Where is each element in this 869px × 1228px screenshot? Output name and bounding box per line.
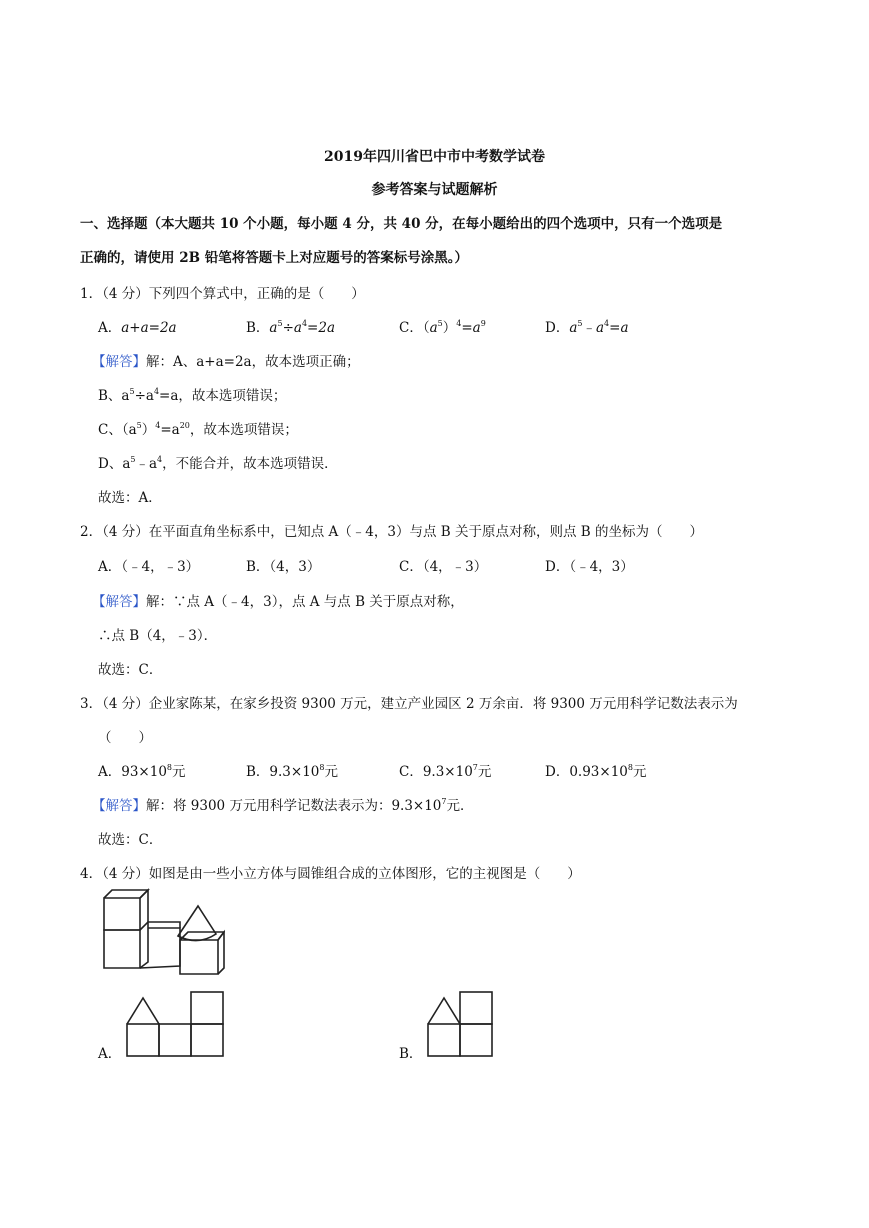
- page-title: 2019年四川省巴中市中考数学试卷: [324, 149, 545, 165]
- cube-middle: [140, 928, 180, 968]
- q1-solution-line4: D、$a^5﹣a^4$，不能合并，故本选项错误．: [98, 455, 338, 472]
- q4-option-a-figure: [125, 990, 225, 1058]
- q3-option-c: C．$9.3\times 10^7$元: [399, 763, 492, 780]
- q1-option-d: D．$a^5﹣a^4=a$: [545, 319, 629, 336]
- q1-stem: 1．（4 分）下列四个算式中，正确的是（ ）: [80, 286, 365, 302]
- q3-stem: 3．（4 分）企业家陈某，在家乡投资 9300 万元，建立产业园区 2 万余亩．将 9300 万元用科学记数法表示为: [80, 696, 738, 712]
- q2-option-c: C．（4，﹣3）: [399, 559, 488, 575]
- page-subtitle: 参考答案与试题解析: [371, 182, 498, 198]
- cube-top-front: [104, 898, 140, 930]
- q4-stem: 4．（4 分）如图是由一些小立方体与圆锥组合成的立体图形，它的主视图是（ ）: [80, 866, 581, 882]
- jieda-label: 【解答】: [92, 354, 146, 370]
- q2-solution-line1: 【解答】解：∵点 A（﹣4，3），点 A 与点 B 关于原点对称，: [92, 594, 464, 610]
- q3-solution-line1: 【解答】解：将 9300 万元用科学记数法表示为：$9.3\times 10^7$元．: [92, 797, 474, 814]
- cube-right-front: [180, 940, 218, 974]
- square-4: [191, 992, 223, 1024]
- q2-option-b: B．（4，3）: [246, 559, 321, 575]
- q1-solution-line3: C、$(a^5)^4=a^{20}$，故本选项错误；: [98, 421, 298, 438]
- q1-option-c: C．$(a^5)^4=a^9$: [399, 319, 486, 336]
- q1-option-b: B．$a^5\div a^4=2a$: [246, 319, 335, 336]
- square-3: [191, 1024, 223, 1056]
- triangle: [428, 998, 460, 1024]
- q3-answer: 故选：C．: [98, 832, 163, 848]
- q3-option-b: B．$9.3\times 10^8$元: [246, 763, 338, 780]
- section-header-line1: 一、选择题（本大题共 10 个小题，每小题 4 分，共 40 分，在每小题给出的四个选项中，只有一个选项是: [80, 216, 723, 232]
- square-2: [159, 1024, 191, 1056]
- square-1: [127, 1024, 159, 1056]
- q4-solid-figure: [100, 888, 225, 978]
- q1-solution-line1: 【解答】解：A、a+a=2a，故本选项正确；: [92, 354, 360, 370]
- q2-option-a: A．（﹣4，﹣3）: [98, 559, 200, 575]
- section-header-line2: 正确的，请使用 2B 铅笔将答题卡上对应题号的答案标号涂黑。）: [80, 250, 468, 266]
- q2-solution-line2: ∴点 B（4，﹣3）．: [98, 628, 218, 644]
- q4-option-b-label: B．: [399, 1046, 423, 1062]
- jieda-label: 【解答】: [92, 798, 146, 814]
- q3-option-a: A．$93\times 10^8$元: [98, 763, 186, 780]
- cube-bottom-left: [104, 930, 140, 968]
- q3-stem-paren: （ ）: [98, 730, 152, 746]
- q2-answer: 故选：C．: [98, 662, 163, 678]
- q4-option-a-label: A．: [98, 1046, 122, 1062]
- q2-option-d: D．（﹣4，3）: [545, 559, 634, 575]
- cube-right-side: [218, 932, 224, 974]
- triangle: [127, 998, 159, 1024]
- q1-option-a: A．a+a=2a: [98, 320, 177, 336]
- square-3: [460, 992, 492, 1024]
- square-2: [460, 1024, 492, 1056]
- q4-option-b-figure: [426, 990, 496, 1058]
- q1-answer: 故选：A．: [98, 490, 162, 506]
- jieda-label: 【解答】: [92, 594, 146, 610]
- q2-stem: 2．（4 分）在平面直角坐标系中，已知点 A（﹣4，3）与点 B 关于原点对称，则点 B 的坐标为（ ）: [80, 524, 703, 540]
- square-1: [428, 1024, 460, 1056]
- q3-option-d: D．$0.93\times 10^8$元: [545, 763, 647, 780]
- q1-solution-line2: B、$a^5\div a^4=a$，故本选项错误；: [98, 387, 287, 404]
